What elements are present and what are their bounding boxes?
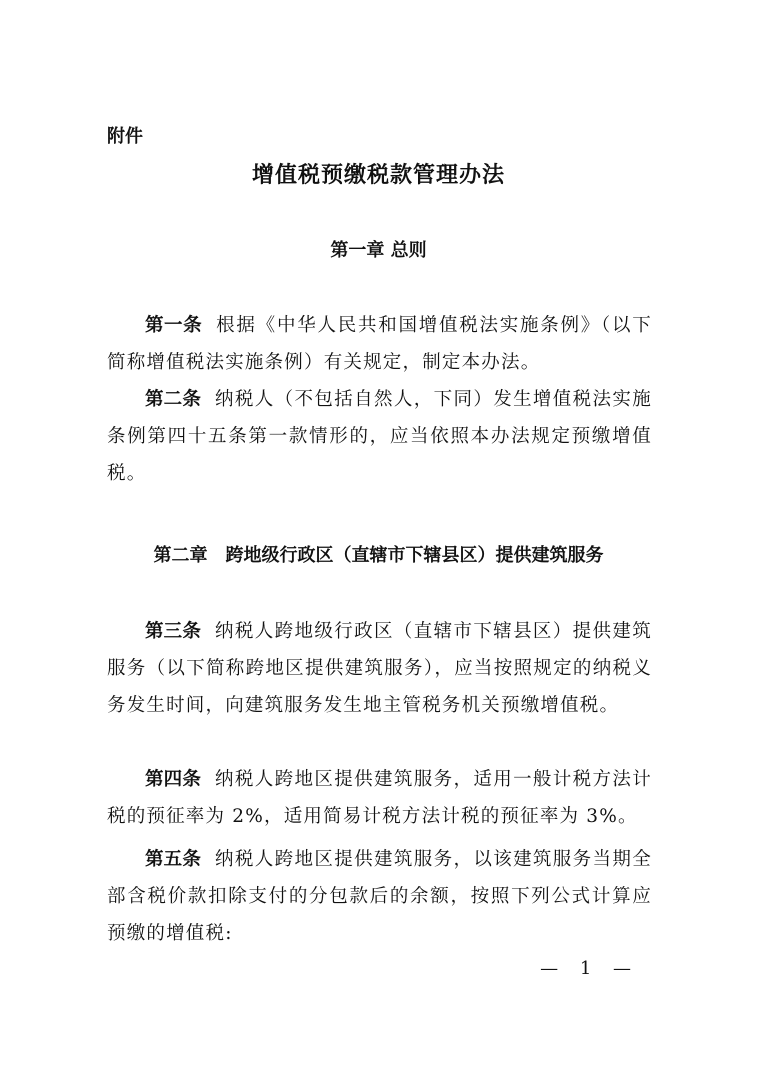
article-5 — [107, 841, 652, 952]
article-3 — [107, 613, 652, 724]
document-title: 增值税预缴税款管理办法 — [251, 162, 505, 188]
article-3-text: 纳税人跨地级行政区（直辖市下辖县区）提供建筑服务（以下简称跨地区提供建筑服务），应当按照规定的纳税义务发生时间，向建筑服务发生地主管税务机关预缴增值税。 — [107, 621, 652, 716]
article-4-label: 第四条 — [145, 769, 202, 790]
chapter-2-heading: 第二章 跨地级行政区（直辖市下辖县区）提供建筑服务 — [153, 545, 604, 566]
article-4-text: 纳税人跨地区提供建筑服务，适用一般计税方法计税的预征率为 2%，适用简易计税方法计税的预征率为 3%。 — [107, 769, 652, 827]
article-1-label: 第一条 — [145, 315, 203, 336]
page-number: — 1 — — [540, 958, 639, 979]
article-1 — [107, 307, 652, 381]
article-5-label: 第五条 — [145, 849, 202, 870]
article-2-text: 纳税人（不包括自然人，下同）发生增值税法实施条例第四十五条第一款情形的，应当依照本办法规定预缴增值税。 — [107, 389, 652, 484]
article-4 — [107, 761, 652, 835]
attachment-label: 附件 — [107, 126, 143, 147]
article-1-text: 根据《中华人民共和国增值税法实施条例》（以下简称增值税法实施条例）有关规定，制定本办法。 — [107, 315, 652, 373]
article-2-label: 第二条 — [145, 389, 202, 410]
article-2 — [107, 381, 652, 492]
chapter-1-heading: 第一章 总则 — [330, 240, 427, 261]
article-3-label: 第三条 — [145, 621, 202, 642]
article-5-text: 纳税人跨地区提供建筑服务，以该建筑服务当期全部含税价款扣除支付的分包款后的余额，按照下列公式计算应预缴的增值税: — [107, 849, 652, 944]
